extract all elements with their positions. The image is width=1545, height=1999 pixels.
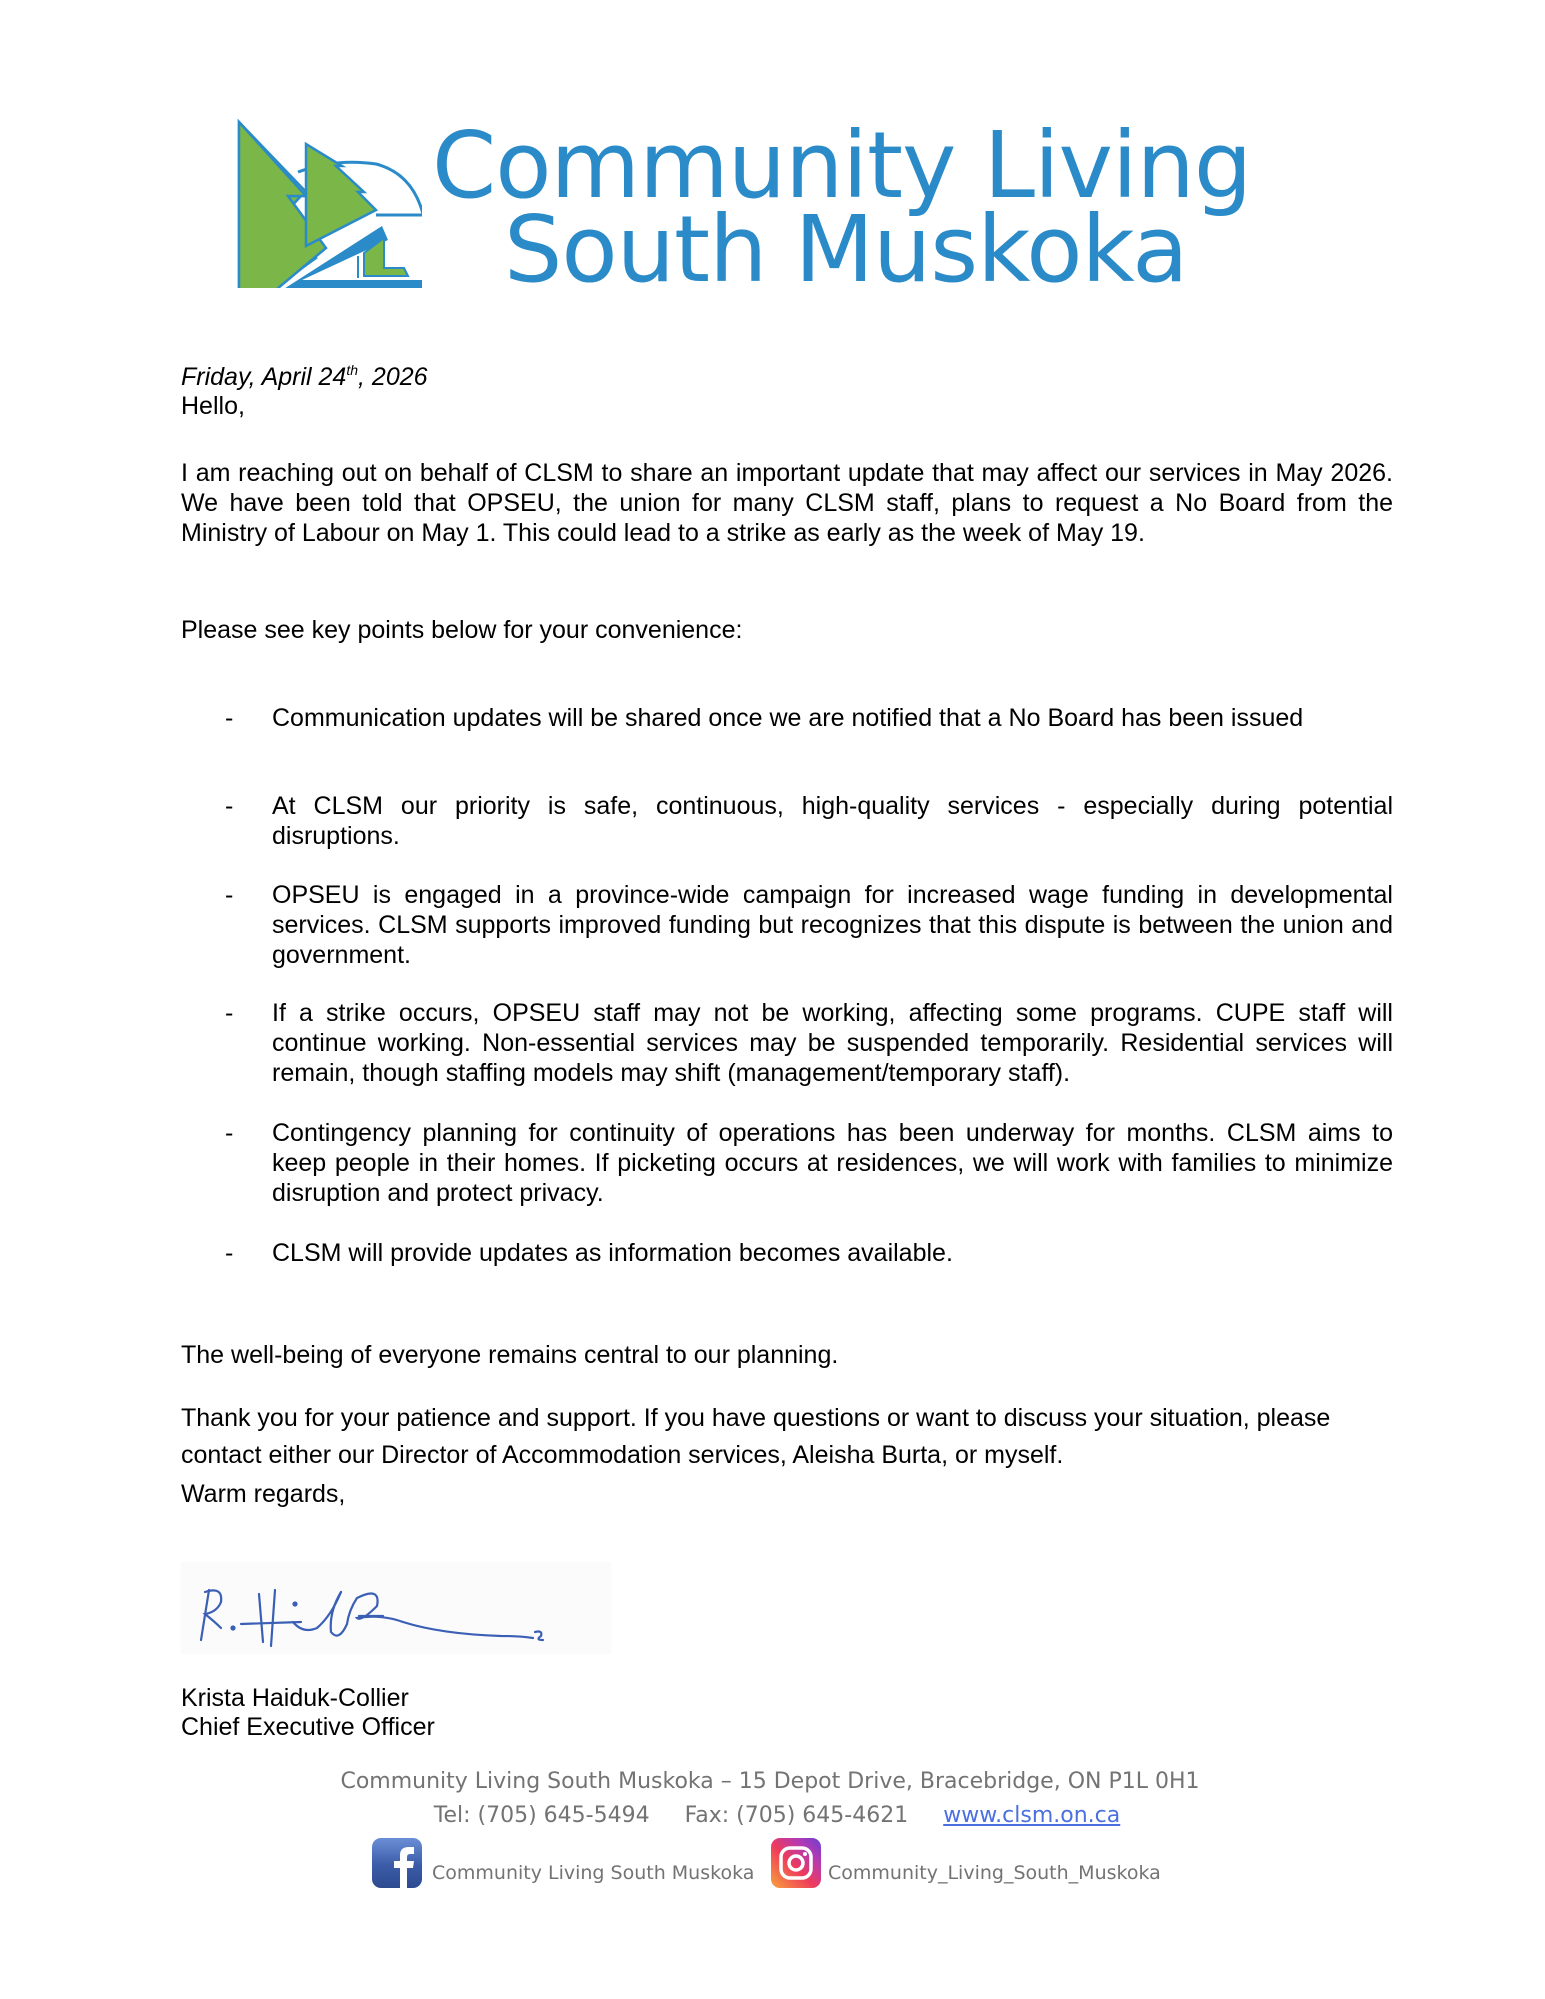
instagram-label: Community_Living_South_Muskoka [828, 1862, 1161, 1884]
organization-name-line1: Community Living [432, 112, 1252, 219]
bullet-text: At CLSM our priority is safe, continuous, high-quality services - especially during potential disruptions. [272, 792, 1393, 850]
date-ordinal: th [346, 362, 359, 378]
logo-trees-house-icon [236, 118, 422, 288]
signature-image [181, 1562, 611, 1654]
bullet-dash: - [225, 881, 234, 909]
intro-paragraph: I am reaching out on behalf of CLSM to share an important update that may affect our services in May 2026. We have been told that OPSEU, the union for many CLSM staff, plans to request a No Board from the Ministry of Labour on May 1. This could lead to a strike as early as the week of May 19. [181, 459, 1393, 547]
bullet-dash: - [225, 704, 234, 732]
closing-paragraph: The well-being of everyone remains central to our planning. [181, 1341, 839, 1369]
instagram-icon [771, 1838, 821, 1888]
footer-fax: Fax: (705) 645-4621 [684, 1803, 909, 1828]
greeting: Hello, [181, 392, 245, 420]
footer-address: Community Living South Muskoka – 15 Depot Drive, Bracebridge, ON P1L 0H1 [340, 1769, 1200, 1794]
organization-logo [236, 112, 1252, 303]
letter-date [181, 362, 428, 392]
bullet-text: Contingency planning for continuity of operations has been underway for months. CLSM aims to keep people in their homes. If picketing occurs at residences, we will work with families to minimize disruption and protect privacy. [272, 1119, 1393, 1207]
contact-paragraph: Thank you for your patience and support. If you have questions or want to discuss your situation, please contact either our Director of Accommodation services, Aleisha Burta, or myself. [181, 1404, 1331, 1469]
bullet-text: Communication updates will be shared once we are notified that a No Board has been issued [272, 704, 1304, 732]
sign-off: Warm regards, [181, 1480, 346, 1508]
bullet-dash: - [225, 1119, 234, 1147]
footer-contact [335, 1800, 1205, 1832]
website-link[interactable]: www.clsm.on.ca [943, 1803, 1121, 1828]
facebook-icon [372, 1838, 422, 1888]
date-main: Friday, April 24 [181, 363, 347, 391]
organization-name-line2: South Muskoka [504, 196, 1188, 303]
handwritten-signature-icon [181, 1562, 611, 1654]
bullet-text: OPSEU is engaged in a province-wide campaign for increased wage funding in developmental services. CLSM supports improved funding but recognizes that this dispute is between the union and government. [272, 881, 1393, 969]
footer-tel: Tel: (705) 645-5494 [433, 1803, 650, 1828]
bullet-text: CLSM will provide updates as information becomes available. [272, 1239, 953, 1267]
facebook-label: Community Living South Muskoka [432, 1862, 755, 1884]
bullet-dash: - [225, 1239, 234, 1267]
date-year: , 2026 [358, 363, 428, 391]
bullet-dash: - [225, 999, 234, 1027]
bullet-text: If a strike occurs, OPSEU staff may not be working, affecting some programs. CUPE staff will continue working. Non-essential services may be suspended temporarily. Residential services will remain, though staffing models may shift (management/temporary staff). [272, 999, 1393, 1087]
signer-name: Krista Haiduk-Collier [181, 1684, 409, 1712]
bullet-dash: - [225, 792, 234, 820]
signer-title: Chief Executive Officer [181, 1713, 435, 1741]
key-points-intro: Please see key points below for your convenience: [181, 616, 743, 644]
